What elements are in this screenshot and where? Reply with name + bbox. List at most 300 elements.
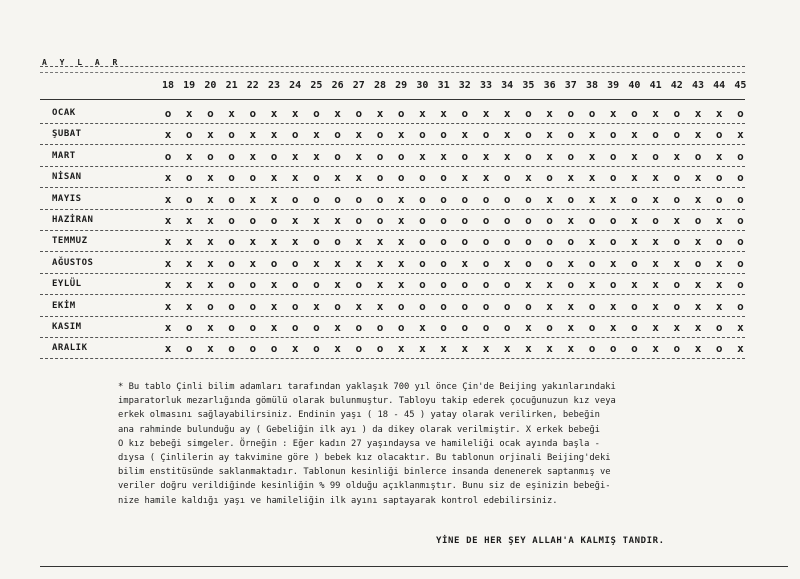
table-cell: o — [567, 128, 575, 142]
row-divider — [40, 294, 745, 295]
table-cell: o — [461, 214, 469, 227]
month-label: ARALIK — [52, 343, 88, 354]
table-cell: x — [546, 192, 553, 206]
table-cell: x — [291, 149, 299, 163]
table-cell: o — [164, 107, 172, 120]
table-cell: o — [270, 256, 278, 270]
table-cell: x — [567, 299, 575, 313]
table-cell: x — [694, 235, 702, 249]
table-row — [40, 318, 745, 338]
table-cell: x — [715, 299, 723, 313]
table-cell: o — [397, 171, 405, 185]
table-cell: x — [376, 256, 384, 270]
table-cell: x — [355, 256, 363, 270]
months-header-label: A Y L A R — [42, 58, 122, 67]
table-cell: o — [694, 256, 702, 270]
table-cell: o — [673, 235, 681, 249]
age-35: 35 — [522, 80, 535, 91]
table-cell: o — [207, 107, 214, 120]
table-cell: o — [567, 278, 575, 292]
table-cell: x — [546, 299, 553, 313]
table-cell: o — [440, 192, 447, 206]
table-cell: o — [313, 321, 320, 334]
table-cell: o — [673, 107, 681, 120]
table-cell: o — [419, 299, 426, 313]
table-cell: x — [694, 128, 702, 142]
age-19: 19 — [183, 80, 196, 91]
table-cell: o — [737, 192, 744, 206]
table-cell: o — [419, 128, 426, 142]
table-cell: x — [164, 171, 172, 185]
table-cell: o — [737, 171, 744, 185]
table-cell: x — [207, 256, 214, 270]
age-22: 22 — [246, 80, 259, 91]
table-cell: x — [609, 321, 617, 334]
table-cell: o — [440, 299, 447, 313]
table-cell: o — [525, 128, 532, 142]
table-cell: o — [249, 321, 257, 334]
table-cell: o — [461, 299, 469, 313]
table-cell: x — [461, 128, 469, 142]
table-cell: o — [588, 342, 596, 356]
table-cell: o — [397, 321, 405, 334]
table-cell: x — [588, 149, 596, 163]
age-41: 41 — [649, 80, 662, 91]
note-line: veriler doğru verildiğinde kesinliğin % 99 olduğu açıklanmıştır. Bunu siz de eşinizin bebeği- — [118, 481, 611, 492]
age-20: 20 — [204, 80, 217, 91]
table-cell: x — [588, 192, 596, 206]
table-cell: o — [376, 214, 384, 227]
table-cell: o — [673, 171, 681, 185]
table-cell: x — [588, 235, 596, 249]
note-line: erkek olmasını sağlayabilirsiniz. Endinin yaşı ( 18 - 45 ) yatay olarak verilirken, bebeğin — [118, 410, 600, 421]
table-cell: o — [249, 171, 257, 185]
table-cell: o — [207, 299, 214, 313]
table-cell: x — [652, 192, 659, 206]
table-cell: o — [419, 235, 426, 249]
table-cell: x — [313, 214, 320, 227]
table-cell: x — [440, 107, 447, 120]
table-cell: o — [334, 235, 341, 249]
table-cell: o — [419, 171, 426, 185]
month-label: EKİM — [52, 300, 76, 311]
table-cell: x — [715, 214, 723, 227]
table-cell: o — [397, 149, 405, 163]
table-cell: x — [270, 128, 278, 142]
row-divider — [40, 358, 745, 359]
table-cell: o — [694, 214, 702, 227]
table-cell: x — [334, 278, 341, 292]
table-cell: x — [376, 235, 384, 249]
table-cell: x — [270, 321, 278, 334]
table-cell: x — [334, 171, 341, 185]
table-cell: x — [694, 107, 702, 120]
note-line: bilim enstitüsünde saklanmaktadır. Tablonun kesinliği binlerce insanda denenerek saptanmış ve — [118, 467, 611, 478]
table-cell: o — [567, 107, 575, 120]
table-cell: o — [397, 299, 405, 313]
table-cell: o — [376, 149, 384, 163]
table-cell: o — [525, 256, 532, 270]
table-cell: o — [609, 235, 617, 249]
table-cell: x — [249, 192, 257, 206]
table-cell: o — [673, 299, 681, 313]
table-cell: x — [291, 171, 299, 185]
table-cell: x — [440, 149, 447, 163]
table-cell: x — [737, 128, 744, 142]
table-cell: x — [334, 342, 341, 356]
table-cell: o — [355, 192, 363, 206]
table-cell: o — [631, 342, 638, 356]
table-cell: o — [609, 278, 617, 292]
table-cell: o — [185, 192, 193, 206]
table-cell: x — [185, 278, 193, 292]
table-cell: o — [525, 107, 532, 120]
table-cell: o — [546, 256, 553, 270]
table-cell: x — [631, 171, 638, 185]
table-cell: x — [164, 321, 172, 334]
table-cell: o — [525, 235, 532, 249]
table-cell: x — [313, 256, 320, 270]
age-24: 24 — [289, 80, 302, 91]
table-cell: o — [270, 342, 278, 356]
table-cell: x — [164, 299, 172, 313]
age-39: 39 — [607, 80, 620, 91]
table-cell: o — [737, 214, 744, 227]
age-29: 29 — [395, 80, 408, 91]
table-cell: o — [334, 149, 341, 163]
table-cell: x — [503, 128, 511, 142]
table-cell: x — [270, 192, 278, 206]
table-cell: x — [164, 192, 172, 206]
table-cell: x — [715, 256, 723, 270]
table-cell: o — [185, 321, 193, 334]
table-cell: x — [737, 342, 744, 356]
table-cell: x — [694, 171, 702, 185]
table-cell: x — [419, 321, 426, 334]
row-divider — [40, 230, 745, 231]
table-cell: x — [652, 171, 659, 185]
table-cell: x — [694, 321, 702, 334]
table-cell: x — [270, 107, 278, 120]
table-cell: o — [419, 278, 426, 292]
table-cell: x — [207, 171, 214, 185]
month-label: EYLÜL — [52, 279, 82, 290]
table-cell: x — [185, 299, 193, 313]
table-cell: o — [525, 299, 532, 313]
table-cell: x — [694, 299, 702, 313]
table-cell: o — [313, 192, 320, 206]
table-cell: o — [588, 214, 596, 227]
table-cell: o — [313, 107, 320, 120]
table-cell: x — [313, 149, 320, 163]
table-cell: o — [461, 278, 469, 292]
age-18: 18 — [161, 80, 175, 91]
age-44: 44 — [713, 80, 726, 91]
table-cell: o — [567, 192, 575, 206]
table-cell: x — [334, 256, 341, 270]
table-row — [40, 211, 745, 231]
table-cell: o — [440, 214, 447, 227]
age-33: 33 — [479, 80, 493, 91]
table-cell: x — [546, 107, 553, 120]
table-cell: x — [397, 256, 405, 270]
table-cell: o — [631, 192, 638, 206]
table-cell: x — [355, 149, 363, 163]
table-cell: x — [207, 278, 214, 292]
table-cell: x — [249, 235, 257, 249]
table-cell: o — [588, 107, 596, 120]
table-cell: o — [291, 256, 299, 270]
age-40: 40 — [628, 80, 641, 91]
age-31: 31 — [437, 80, 450, 91]
table-cell: o — [440, 256, 447, 270]
row-divider — [40, 166, 745, 167]
row-divider — [40, 123, 745, 124]
table-cell: o — [546, 235, 553, 249]
table-cell: o — [207, 149, 214, 163]
table-cell: x — [567, 321, 575, 334]
table-cell: o — [588, 321, 596, 334]
row-divider — [40, 144, 745, 145]
table-cell: x — [419, 149, 426, 163]
table-cell: x — [355, 235, 363, 249]
table-cell: x — [164, 278, 172, 292]
table-cell: o — [397, 107, 405, 120]
table-cell: x — [525, 342, 532, 356]
table-cell: o — [419, 192, 426, 206]
table-cell: o — [503, 278, 511, 292]
table-cell: o — [313, 171, 320, 185]
row-divider — [40, 316, 745, 317]
table-cell: o — [673, 278, 681, 292]
table-cell: o — [737, 256, 744, 270]
table-cell: o — [715, 321, 723, 334]
table-cell: x — [503, 149, 511, 163]
table-cell: x — [673, 214, 681, 227]
table-cell: o — [482, 278, 490, 292]
age-42: 42 — [670, 80, 683, 91]
table-cell: o — [228, 256, 235, 270]
table-cell: x — [397, 192, 405, 206]
table-cell: x — [715, 149, 723, 163]
table-cell: o — [228, 128, 235, 142]
table-cell: x — [652, 321, 659, 334]
table-cell: o — [440, 278, 447, 292]
table-cell: x — [249, 128, 257, 142]
table-cell: o — [588, 256, 596, 270]
age-header-row — [158, 80, 748, 94]
table-cell: o — [482, 128, 490, 142]
age-28: 28 — [373, 80, 387, 91]
table-cell: o — [503, 171, 511, 185]
table-cell: x — [461, 256, 469, 270]
table-cell: x — [525, 171, 532, 185]
table-cell: o — [737, 299, 744, 313]
table-cell: o — [609, 128, 617, 142]
table-cell: o — [482, 214, 490, 227]
table-row — [40, 190, 745, 210]
table-cell: o — [291, 128, 299, 142]
table-cell: o — [652, 128, 659, 142]
table-cell: x — [164, 214, 172, 227]
footer-signature: YİNE DE HER ŞEY ALLAH'A KALMIŞ TANDIR. — [436, 536, 665, 546]
age-34: 34 — [501, 80, 514, 91]
table-cell: x — [355, 299, 363, 313]
table-cell: x — [376, 278, 384, 292]
table-cell: o — [567, 235, 575, 249]
header-divider — [40, 66, 745, 67]
table-cell: x — [546, 278, 553, 292]
table-cell: o — [313, 342, 320, 356]
table-cell: x — [207, 192, 214, 206]
table-cell: x — [397, 342, 405, 356]
table-cell: x — [228, 107, 235, 120]
row-divider — [40, 251, 745, 252]
table-cell: x — [482, 149, 490, 163]
table-cell: o — [652, 149, 659, 163]
table-cell: x — [567, 342, 575, 356]
table-cell: o — [503, 235, 511, 249]
table-cell: x — [609, 107, 617, 120]
table-cell: o — [291, 321, 299, 334]
table-cell: x — [588, 278, 596, 292]
table-cell: o — [588, 299, 596, 313]
table-cell: o — [228, 192, 235, 206]
table-cell: o — [631, 107, 638, 120]
table-cell: o — [673, 192, 681, 206]
note-line: * Bu tablo Çinli bilim adamları tarafından yaklaşık 700 yıl önce Çin'de Beijing yakınlarındaki — [118, 382, 616, 392]
month-label: NİSAN — [52, 172, 82, 183]
table-row — [40, 275, 745, 295]
table-cell: o — [228, 235, 235, 249]
table-cell: x — [567, 256, 575, 270]
table-cell: o — [228, 342, 235, 356]
table-cell: x — [185, 256, 193, 270]
table-cell: x — [207, 214, 214, 227]
table-cell: o — [228, 321, 235, 334]
month-label: TEMMUZ — [52, 236, 88, 247]
age-23: 23 — [267, 80, 281, 91]
table-cell: x — [291, 107, 299, 120]
month-label: KASIM — [52, 322, 82, 332]
table-cell: o — [355, 107, 363, 120]
note-line: O kız bebeği simgeler. Örneğin : Eğer kadın 27 yaşındaysa ve hamileliği ocak ayında başla - — [118, 438, 600, 449]
table-cell: x — [546, 342, 553, 356]
table-cell: o — [228, 149, 235, 163]
table-cell: o — [228, 171, 235, 185]
table-cell: x — [185, 107, 193, 120]
month-label: HAZİRAN — [52, 215, 94, 225]
table-cell: x — [185, 149, 193, 163]
table-cell: x — [503, 342, 511, 356]
table-cell: x — [652, 256, 659, 270]
table-cell: x — [397, 235, 405, 249]
table-cell: x — [291, 214, 299, 227]
table-cell: x — [249, 256, 257, 270]
table-cell: o — [715, 171, 723, 185]
table-cell: o — [737, 235, 744, 249]
table-cell: o — [482, 299, 490, 313]
table-cell: x — [609, 192, 617, 206]
page-bottom-rule — [40, 566, 788, 567]
table-cell: o — [461, 192, 469, 206]
table-cell: o — [631, 256, 638, 270]
table-cell: o — [503, 192, 511, 206]
table-cell: o — [440, 235, 447, 249]
table-cell: o — [185, 128, 193, 142]
table-cell: o — [525, 149, 532, 163]
table-cell: x — [270, 278, 278, 292]
table-cell: o — [737, 107, 744, 120]
table-cell: o — [249, 214, 257, 227]
table-cell: x — [652, 107, 659, 120]
table-cell: o — [270, 149, 278, 163]
table-row — [40, 232, 745, 252]
table-cell: x — [313, 299, 320, 313]
month-label: ŞUBAT — [52, 129, 82, 140]
table-cell: o — [652, 214, 659, 227]
table-cell: o — [567, 149, 575, 163]
table-cell: o — [609, 171, 617, 185]
table-cell: o — [440, 128, 447, 142]
table-cell: x — [334, 321, 341, 334]
table-cell: x — [525, 321, 532, 334]
table-cell: o — [546, 171, 553, 185]
age-43: 43 — [691, 80, 705, 91]
table-cell: o — [291, 278, 299, 292]
table-cell: x — [376, 299, 384, 313]
table-cell: o — [185, 171, 193, 185]
table-cell: x — [546, 128, 553, 142]
table-cell: o — [249, 107, 257, 120]
table-cell: o — [503, 299, 511, 313]
table-cell: o — [673, 342, 681, 356]
table-cell: o — [228, 214, 235, 227]
table-cell: x — [652, 235, 659, 249]
table-cell: o — [355, 278, 363, 292]
table-cell: o — [525, 214, 532, 227]
row-divider — [40, 273, 745, 274]
table-cell: x — [737, 321, 744, 334]
table-cell: o — [249, 342, 257, 356]
table-cell: o — [334, 299, 341, 313]
table-cell: x — [397, 278, 405, 292]
table-cell: x — [503, 107, 511, 120]
table-cell: x — [588, 128, 596, 142]
table-cell: x — [376, 107, 384, 120]
table-cell: o — [503, 214, 511, 227]
table-cell: o — [503, 321, 511, 334]
table-cell: o — [228, 278, 235, 292]
table-cell: o — [334, 128, 341, 142]
table-cell: x — [355, 171, 363, 185]
row-divider — [40, 187, 745, 188]
age-38: 38 — [585, 80, 599, 91]
row-divider — [40, 337, 745, 338]
table-cell: o — [737, 278, 744, 292]
table-cell: x — [270, 171, 278, 185]
table-cell: x — [313, 128, 320, 142]
month-label: AĞUSTOS — [52, 257, 94, 268]
table-cell: x — [588, 171, 596, 185]
table-cell: x — [567, 171, 575, 185]
age-36: 36 — [543, 80, 556, 91]
table-cell: x — [503, 256, 511, 270]
table-cell: o — [715, 192, 723, 206]
age-37: 37 — [564, 80, 577, 91]
age-32: 32 — [458, 80, 471, 91]
note-line: nize hamile kaldığı yaşı ve hamileliğin ilk ayını saptayarak kontrol edebilirsiniz. — [118, 495, 558, 506]
